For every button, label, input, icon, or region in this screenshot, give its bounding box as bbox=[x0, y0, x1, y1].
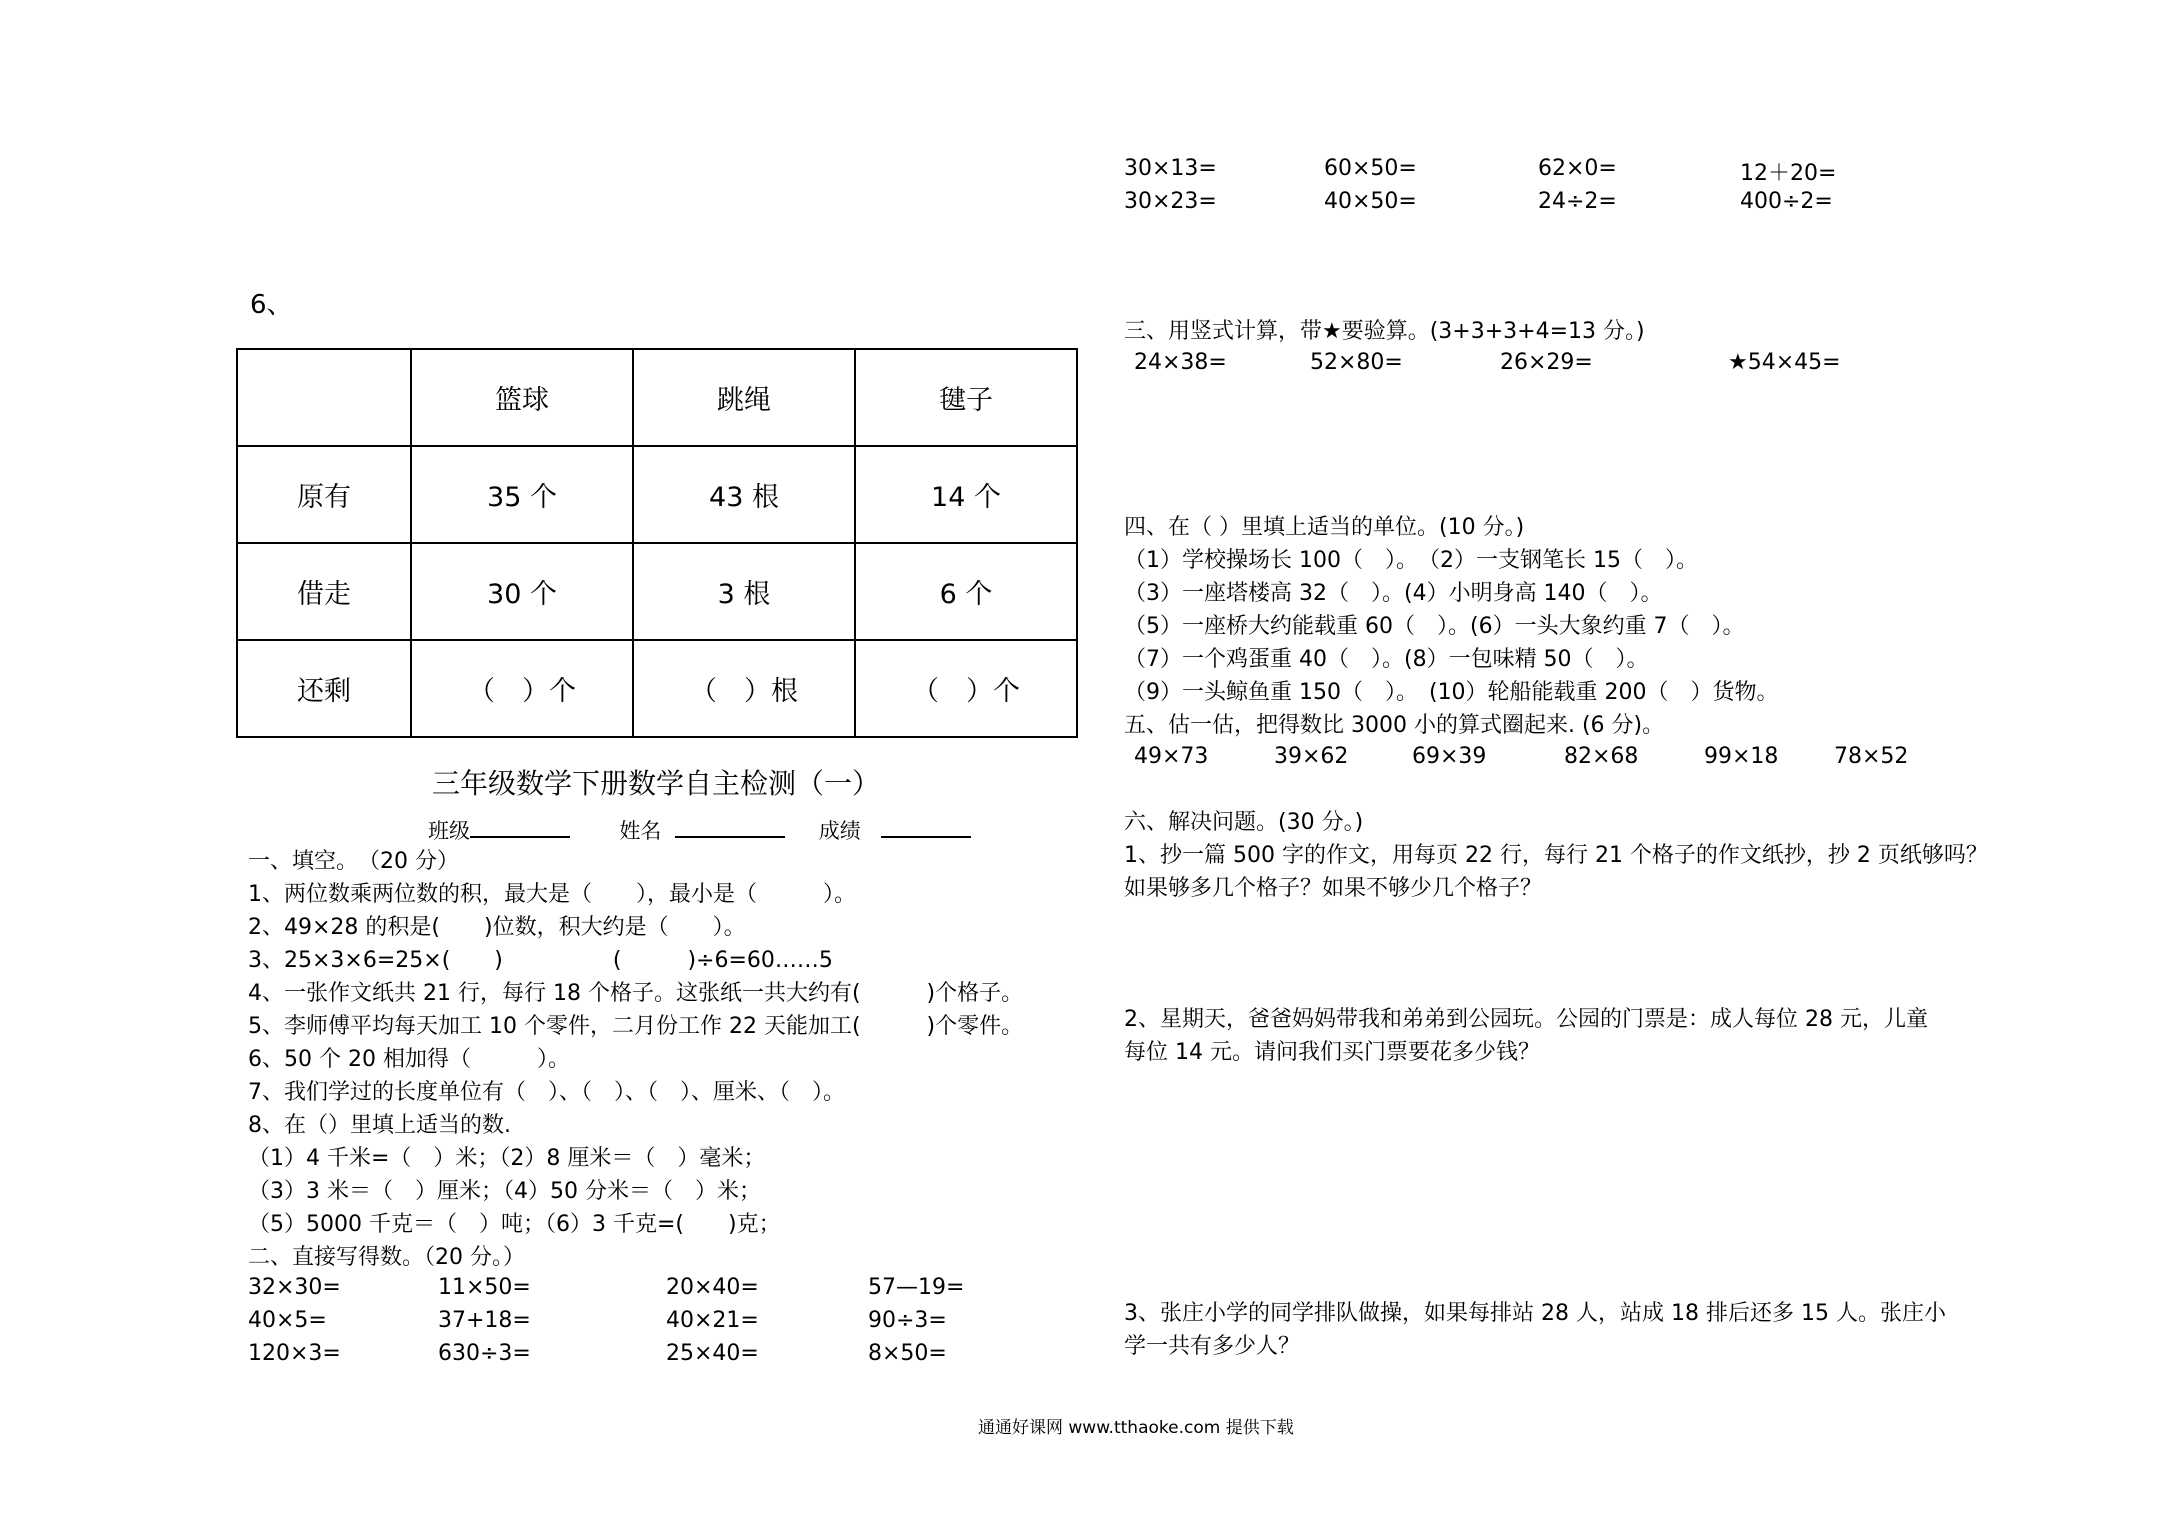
estimate-item: 49×73 bbox=[1134, 744, 1209, 769]
problem-1-line: 如果够多几个格子？如果不够少几个格子？ bbox=[1124, 876, 1543, 901]
footer-credit: 通通好课网 www.tthaoke.com 提供下载 bbox=[978, 1418, 1294, 1438]
table-row-label: 借走 bbox=[237, 543, 411, 640]
table-cell: （ ）个 bbox=[855, 640, 1077, 737]
table-cell: 43 根 bbox=[633, 446, 855, 543]
problem-2-line: 每位 14 元。请问我们买门票要花多少钱？ bbox=[1124, 1040, 1540, 1065]
table-cell: （ ）个 bbox=[411, 640, 633, 737]
math-item: 40×5= bbox=[248, 1308, 327, 1333]
math-item: 25×40= bbox=[666, 1341, 759, 1366]
section-heading: 四、在（ ）里填上适当的单位。(10 分。) bbox=[1124, 515, 1525, 540]
calc-item: 52×80= bbox=[1310, 350, 1403, 375]
question-item: 6、50 个 20 相加得（ ）。 bbox=[248, 1047, 570, 1072]
math-item: 8×50= bbox=[868, 1341, 947, 1366]
table-header-cell: 跳绳 bbox=[633, 349, 855, 446]
name-blank bbox=[675, 814, 785, 838]
calc-item: ★54×45= bbox=[1728, 350, 1841, 375]
exam-title: 三年级数学下册数学自主检测（一） bbox=[432, 767, 881, 800]
math-item: 400÷2= bbox=[1740, 189, 1833, 214]
math-item: 20×40= bbox=[666, 1275, 759, 1300]
section-heading: 三、用竖式计算，带★要验算。(3+3+3+4=13 分。) bbox=[1124, 319, 1645, 344]
problem-2-line: 2、星期天，爸爸妈妈带我和弟弟到公园玩。公园的门票是：成人每位 28 元，儿童 bbox=[1124, 1007, 1928, 1032]
class-label: 班级 bbox=[428, 819, 470, 843]
question-item: 2、49×28 的积是( )位数，积大约是（ ）。 bbox=[248, 915, 746, 940]
table-header-cell bbox=[237, 349, 411, 446]
question-item: （5）一座桥大约能载重 60（ ）。(6）一头大象约重 7（ ）。 bbox=[1124, 614, 1745, 639]
table-header-cell: 篮球 bbox=[411, 349, 633, 446]
math-item: 30×13= bbox=[1124, 156, 1217, 181]
table-header-row bbox=[237, 349, 1077, 446]
table-row bbox=[237, 640, 1077, 737]
question-item: （9）一头鲸鱼重 150（ ）。 (10）轮船能载重 200（ ）货物。 bbox=[1124, 680, 1779, 705]
name-label: 姓名 bbox=[619, 819, 662, 843]
table-row bbox=[237, 446, 1077, 543]
math-item: 32×30= bbox=[248, 1275, 341, 1300]
question-item: （7）一个鸡蛋重 40（ ）。(8）一包味精 50（ ）。 bbox=[1124, 647, 1649, 672]
calc-item: 26×29= bbox=[1500, 350, 1593, 375]
table-row bbox=[237, 543, 1077, 640]
score-blank bbox=[881, 814, 971, 838]
table-row-label: 还剩 bbox=[237, 640, 411, 737]
score-label: 成绩 bbox=[818, 819, 861, 843]
math-item: 24÷2= bbox=[1538, 189, 1617, 214]
table-cell: （ ）根 bbox=[633, 640, 855, 737]
math-item: 37+18= bbox=[438, 1308, 531, 1333]
section-heading: 一、填空。 （20 分） bbox=[248, 849, 459, 874]
sports-equipment-table bbox=[236, 348, 1078, 738]
math-item: 60×50= bbox=[1324, 156, 1417, 181]
question-item: 1、两位数乘两位数的积，最大是（ ），最小是（ ）。 bbox=[248, 882, 856, 907]
question-item: 4、一张作文纸共 21 行，每行 18 个格子。这张纸一共大约有( )个格子。 bbox=[248, 981, 1024, 1006]
estimate-item: 39×62 bbox=[1274, 744, 1349, 769]
question-item: （3）一座塔楼高 32（ ）。(4）小明身高 140（ ）。 bbox=[1124, 581, 1663, 606]
math-item: 630÷3= bbox=[438, 1341, 531, 1366]
question-item: （3）3 米＝（ ）厘米；（4）50 分米＝（ ）米； bbox=[248, 1179, 761, 1204]
math-item: 40×21= bbox=[666, 1308, 759, 1333]
calc-item: 24×38= bbox=[1134, 350, 1227, 375]
math-item: 57—19= bbox=[868, 1275, 965, 1300]
table-number-label: 6、 bbox=[250, 290, 293, 320]
table-header-cell: 毽子 bbox=[855, 349, 1077, 446]
math-item: 30×23= bbox=[1124, 189, 1217, 214]
table-cell: 30 个 bbox=[411, 543, 633, 640]
math-item: 40×50= bbox=[1324, 189, 1417, 214]
section-heading: 二、直接写得数。（20 分。） bbox=[248, 1245, 525, 1270]
question-item: （1）学校操场长 100（ ）。 （2）一支钢笔长 15（ ）。 bbox=[1124, 548, 1698, 573]
math-item: 120×3= bbox=[248, 1341, 341, 1366]
math-item: 12＋20= bbox=[1740, 161, 1837, 186]
estimate-item: 99×18 bbox=[1704, 744, 1779, 769]
table-cell: 35 个 bbox=[411, 446, 633, 543]
estimate-item: 82×68 bbox=[1564, 744, 1639, 769]
question-item: 5、李师傅平均每天加工 10 个零件，二月份工作 22 天能加工( )个零件。 bbox=[248, 1014, 1024, 1039]
problem-3-line: 学一共有多少人？ bbox=[1124, 1334, 1301, 1359]
math-item: 11×50= bbox=[438, 1275, 531, 1300]
math-item: 62×0= bbox=[1538, 156, 1617, 181]
table-row-label: 原有 bbox=[237, 446, 411, 543]
math-item: 90÷3= bbox=[868, 1308, 947, 1333]
problem-1-line: 1、抄一篇 500 字的作文，用每页 22 行，每行 21 个格子的作文纸抄，抄 2 页纸够吗？ bbox=[1124, 843, 1988, 868]
question-item: 3、25×3×6=25×( ) ( )÷6=60……5 bbox=[248, 948, 833, 973]
estimate-item: 69×39 bbox=[1412, 744, 1487, 769]
section-heading: 六、解决问题。(30 分。) bbox=[1124, 810, 1364, 835]
table-cell: 6 个 bbox=[855, 543, 1077, 640]
question-item: 7、我们学过的长度单位有（ ）、（ ）、（ ）、厘米、（ ）。 bbox=[248, 1080, 845, 1105]
estimate-item: 78×52 bbox=[1834, 744, 1909, 769]
question-item: 8、在（）里填上适当的数. bbox=[248, 1113, 511, 1138]
section-heading: 五、估一估，把得数比 3000 小的算式圈起来. (6 分)。 bbox=[1124, 713, 1665, 738]
question-item: （5）5000 千克＝（ ）吨；（6）3 千克=( )克； bbox=[248, 1212, 781, 1237]
table-cell: 14 个 bbox=[855, 446, 1077, 543]
student-info-row bbox=[428, 814, 971, 845]
problem-3-line: 3、张庄小学的同学排队做操，如果每排站 28 人，站成 18 排后还多 15 人。张庄小 bbox=[1124, 1301, 1946, 1326]
table-cell: 3 根 bbox=[633, 543, 855, 640]
class-blank bbox=[470, 814, 570, 838]
question-item: （1）4 千米=（ ）米；（2）8 厘米＝（ ）毫米； bbox=[248, 1146, 766, 1171]
